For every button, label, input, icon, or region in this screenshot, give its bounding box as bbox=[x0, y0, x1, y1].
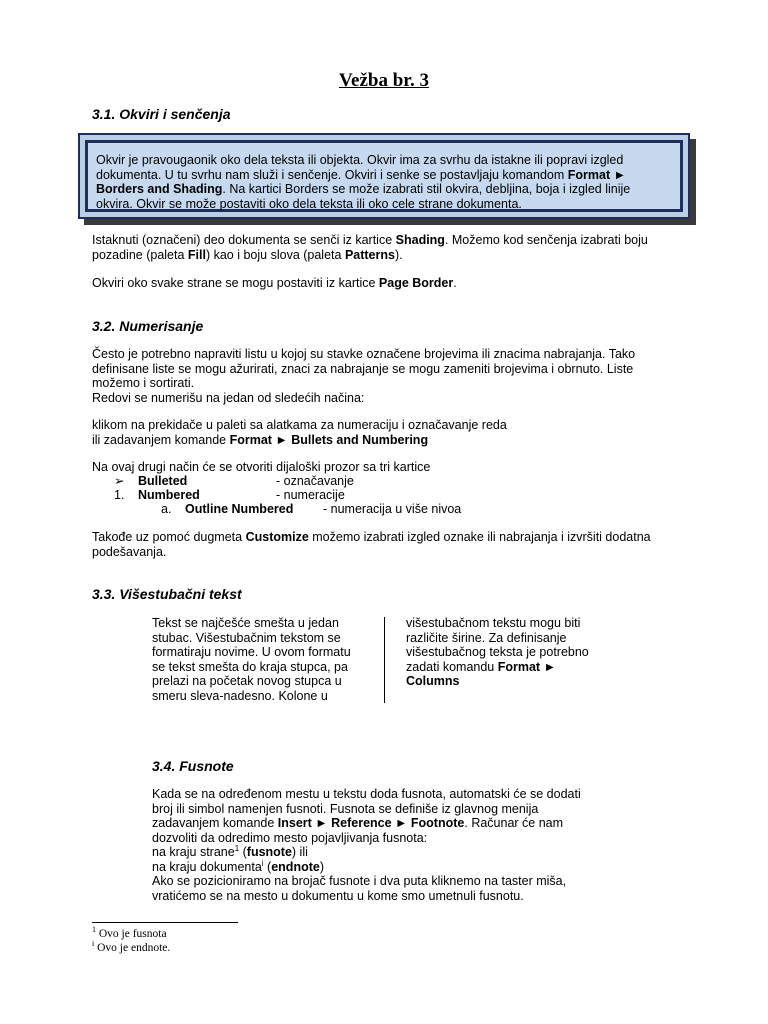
heading-3-3: 3.3. Višestubačni tekst bbox=[92, 586, 242, 602]
bordered-shaded-box bbox=[78, 133, 690, 219]
heading-3-4: 3.4. Fusnote bbox=[152, 758, 234, 774]
footnote-ref[interactable]: 1 bbox=[234, 843, 240, 853]
box-inner-frame bbox=[85, 140, 683, 212]
endnote-ref[interactable]: i bbox=[261, 858, 264, 868]
box-line: okvira. Okvir se može postaviti oko dela teksta ili oko cele strane dokumenta. bbox=[96, 196, 522, 211]
page-title: Vežba br. 3 bbox=[339, 70, 429, 91]
paragraph-customize: Takođe uz pomoć dugmeta Customize možemo izabrati izgled oznake ili nabrajanja i izvršiti dodatna podešavanja. bbox=[92, 530, 651, 559]
column-right: višestubačnom tekstu mogu biti različite širine. Za definisanje višestubačnog teksta je potrebno zadati komandu Format ► Columns bbox=[406, 616, 589, 688]
column-left: Tekst se najčešće smešta u jedan stubac. Višestubačnim tekstom se formatiraju novime. U ovom formatu se tekst smešta do kraja stupca, pa prelazi na početak novog stupca u smeru sleva-nadesno. Kolone u bbox=[152, 616, 351, 703]
box-line: Okvir je pravougaonik oko dela teksta ili objekta. Okvir ima za svrhu da istakne ili popravi izgled bbox=[96, 153, 624, 167]
paragraph-footnotes: Kada se na određenom mestu u tekstu doda fusnota, automatski će se dodati broj ili simbol namenjen fusnoti. Fusnota se definiše iz glavnog menija zadavanjem komande Insert ► Reference ► Footnote. Računar će nam dozvoliti da odredimo mesto pojavljivanja fusnota: na kraju strane$^1$ (fusnote) ili na kraju dokumenta$^i$ (endnote) Ako se pozicioniramo na brojač fusnote i dva puta kliknemo na taster miša, vratićemo se na mesto u dokumentu u kome smo umetnuli fusnotu. bbox=[152, 787, 581, 903]
paragraph-dialog: Na ovaj drugi način će se otvoriti dijaloški prozor sa tri kartice bbox=[92, 460, 431, 474]
box-text bbox=[96, 153, 676, 211]
footnote-item: $^i$ Ovo je endnote. bbox=[92, 939, 171, 954]
box-line: dokumenta. U tu svrhu nam služi i senčenje. Okviri i senke se postavljaju komandom Format ► bbox=[96, 167, 626, 182]
heading-3-1: 3.1. Okviri i senčenja bbox=[92, 106, 231, 122]
paragraph-page-border: Okviri oko svake strane se mogu postaviti iz kartice Page Border. bbox=[92, 276, 457, 290]
heading-3-2: 3.2. Numerisanje bbox=[92, 318, 204, 334]
column-divider bbox=[384, 617, 385, 703]
footnote-item: $^1$ Ovo je fusnota bbox=[92, 925, 167, 940]
box-line: Borders and Shading. Na kartici Borders se može izabrati stil okvira, debljina, boja i izgled linije bbox=[96, 182, 631, 196]
paragraph-shading: Istaknuti (označeni) deo dokumenta se senči iz kartice Shading. Možemo kod senčenja izabrati boju pozadine (paleta Fill) kao i boju slova (paleta Patterns). bbox=[92, 233, 648, 262]
paragraph-numbering: Često je potrebno napraviti listu u kojoj su stavke označene brojevima ili znacima nabrajanja. Tako definisane liste se mogu ažurirati, znaci za nabrajanje se mogu zameniti brojevima i obrnuto. Liste možemo i sortirati. Redovi se numerišu na jedan od sledećih načina: bbox=[92, 347, 636, 405]
paragraph-ways: klikom na prekidače u paleti sa alatkama za numeraciju i označavanje reda ili zadavanjem komande Format ► Bullets and Numbering bbox=[92, 418, 507, 447]
footnote-separator bbox=[92, 922, 238, 923]
